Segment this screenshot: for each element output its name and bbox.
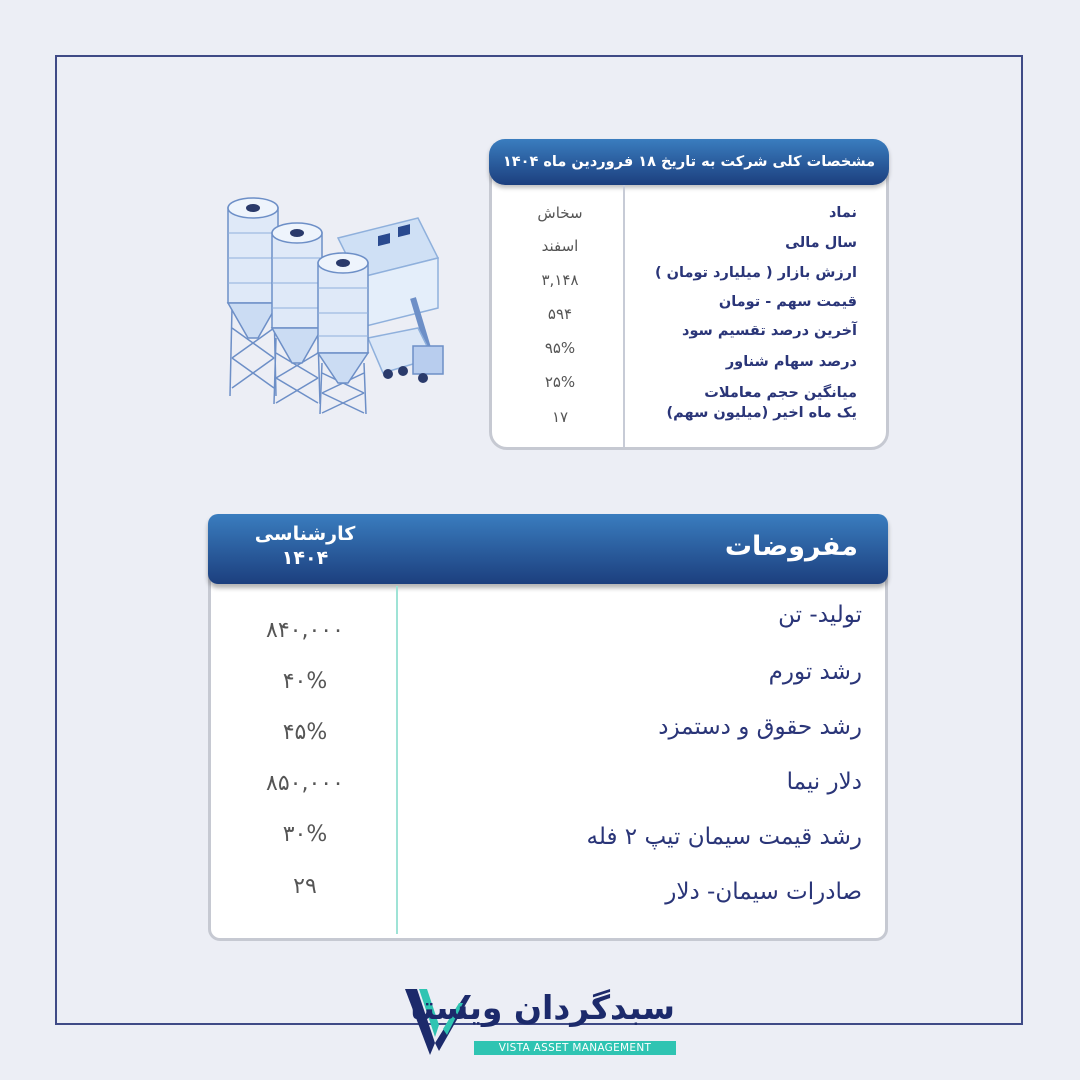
assumption-label: تولید- تن	[778, 602, 862, 628]
overview-row-label-line1: میانگین حجم معاملات	[704, 385, 857, 401]
column-header-line2: ۱۴۰۴	[281, 547, 329, 569]
overview-row-label: نماد	[828, 205, 857, 221]
overview-row-label: قیمت سهم - تومان	[718, 294, 857, 310]
column-divider	[396, 586, 398, 934]
assumption-value: ۴۰%	[282, 669, 328, 694]
column-header-line1: کارشناسی	[254, 523, 356, 545]
overview-row-label: درصد سهام شناور	[725, 354, 857, 370]
overview-row-value: ۳,۱۴۸	[541, 271, 579, 289]
column-divider	[623, 185, 625, 447]
assumption-value: ۸۴۰,۰۰۰	[266, 618, 344, 643]
company-overview-title: مشخصات کلی شرکت به تاریخ ۱۸ فروردین ماه ۱۴۰۴	[489, 139, 889, 185]
assumption-label: دلار نیما	[786, 769, 862, 795]
assumptions-title: مفروضات	[724, 531, 858, 562]
assumption-label: رشد حقوق و دستمزد	[658, 714, 862, 740]
assumption-value: ۸۵۰,۰۰۰	[266, 771, 344, 796]
overview-row-value: ۲۵%	[544, 373, 576, 391]
overview-row-label: ارزش بازار ( میلیارد تومان )	[654, 265, 857, 281]
overview-row-value: ۹۵%	[544, 339, 576, 357]
assumption-value: ۳۰%	[282, 822, 328, 847]
overview-row-value: سخاش	[537, 204, 583, 222]
logo-name-fa: سبدگردان ویستا	[410, 988, 675, 1027]
assumption-value: ۲۹	[293, 874, 317, 899]
logo-name-en: VISTA ASSET MANAGEMENT	[474, 1041, 676, 1055]
assumption-label: رشد تورم	[768, 659, 862, 685]
assumption-label: صادرات سیمان- دلار	[665, 879, 862, 905]
assumption-label: رشد قیمت سیمان تیپ ۲ فله	[586, 824, 862, 850]
overview-row-value: ۵۹۴	[547, 305, 573, 323]
overview-row-value: اسفند	[541, 237, 579, 255]
overview-row-value: ۱۷	[551, 408, 569, 426]
cement-factory-illustration	[218, 178, 458, 418]
assumption-value: ۴۵%	[282, 720, 328, 745]
overview-row-label: آخرین درصد تقسیم سود	[682, 323, 857, 339]
overview-row-label: سال مالی	[785, 235, 857, 251]
assumptions-column-header	[245, 522, 365, 570]
overview-row-label-line2: یک ماه اخیر (میلیون سهم)	[666, 405, 857, 421]
